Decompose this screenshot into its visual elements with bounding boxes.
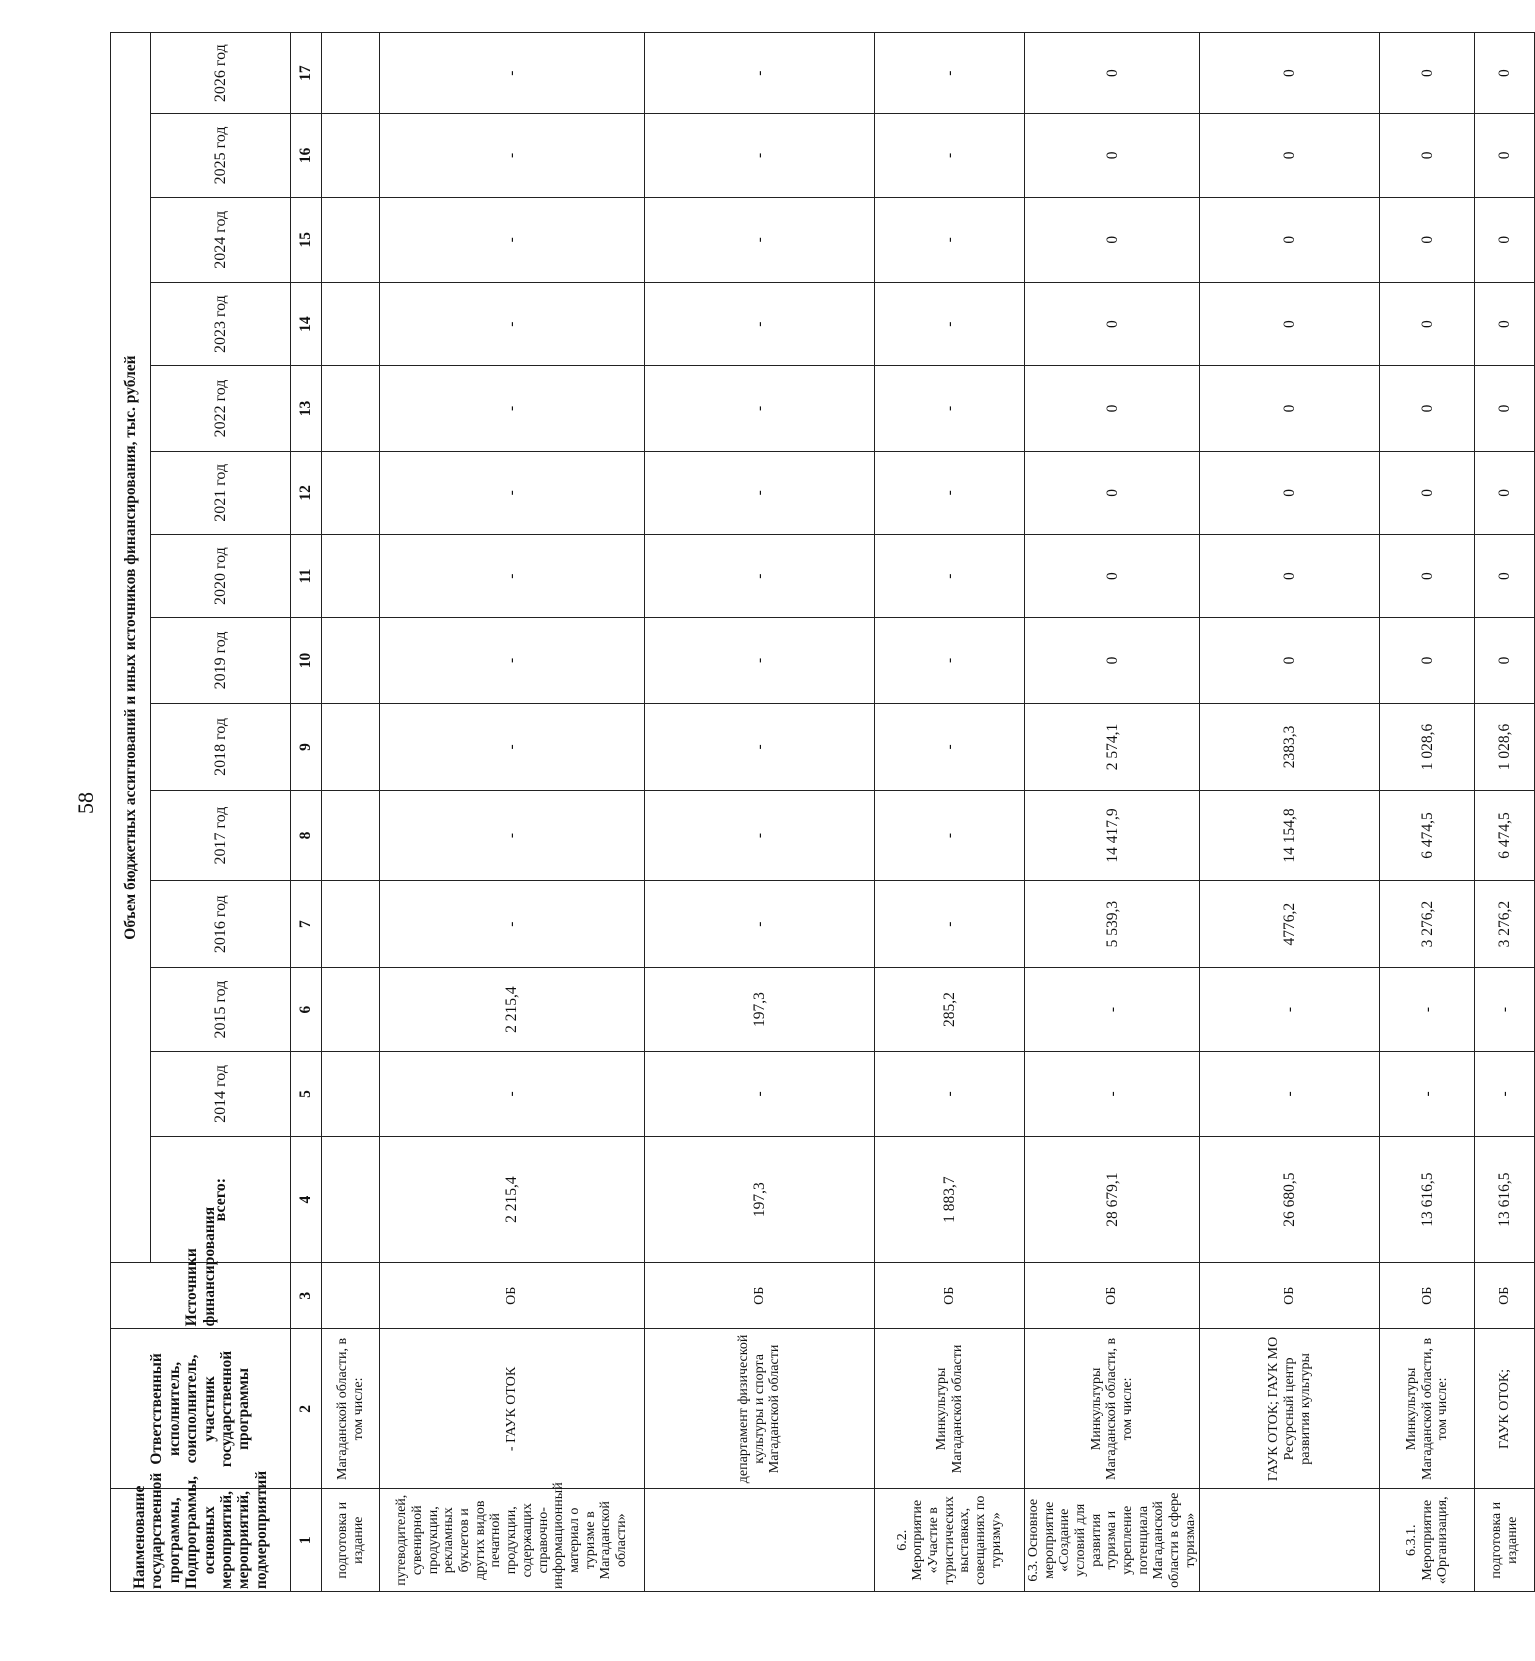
row-source-cell: ОБ bbox=[1025, 1263, 1200, 1329]
value-cell: - bbox=[1475, 1051, 1535, 1136]
value-cell: 197,3 bbox=[645, 1137, 875, 1263]
row-name-cell: 6.3. Основное мероприятие «Создание условий для развития туризма и укрепление потенциала Магаданской области в сфере туризма» bbox=[1025, 1489, 1200, 1592]
value-cell: 0 bbox=[1380, 451, 1475, 534]
column-number: 8 bbox=[291, 791, 322, 881]
value-cell: - bbox=[645, 366, 875, 451]
value-cell: - bbox=[875, 1051, 1025, 1136]
rotated-page bbox=[110, 32, 1520, 1592]
value-cell: 0 bbox=[1200, 282, 1380, 365]
value-cell: 0 bbox=[1025, 282, 1200, 365]
header-total: всего: bbox=[151, 1137, 291, 1263]
value-cell: - bbox=[380, 1051, 645, 1136]
row-name-cell bbox=[645, 1489, 875, 1592]
value-cell: 3 276,2 bbox=[1380, 880, 1475, 968]
value-cell: - bbox=[875, 33, 1025, 114]
value-cell: 0 bbox=[1475, 114, 1535, 197]
row-executor-cell: ГАУК ОТОК; ГАУК МО Ресурсный центр развития культуры bbox=[1200, 1329, 1380, 1489]
value-cell: - bbox=[875, 114, 1025, 197]
header-year: 2017 год bbox=[151, 791, 291, 881]
row-executor-cell: Магаданской области, в том числе: bbox=[322, 1329, 380, 1489]
header-group: Объем бюджетных ассигнований и иных источников финансирования, тыс. рублей bbox=[111, 33, 151, 1263]
column-number: 12 bbox=[291, 451, 322, 534]
header-year: 2026 год bbox=[151, 33, 291, 114]
column-number: 15 bbox=[291, 197, 322, 282]
column-number: 9 bbox=[291, 703, 322, 791]
value-cell: 28 679,1 bbox=[1025, 1137, 1200, 1263]
row-executor-cell: Минкультуры Магаданской области, в том числе: bbox=[1025, 1329, 1200, 1489]
value-cell: 0 bbox=[1025, 197, 1200, 282]
value-cell: 0 bbox=[1025, 451, 1200, 534]
value-cell: 14 417,9 bbox=[1025, 791, 1200, 881]
table-row bbox=[1380, 33, 1475, 1592]
header-executor: Ответственный исполнитель, соисполнитель, участник государственной программы bbox=[111, 1329, 291, 1489]
row-source-cell: ОБ bbox=[1475, 1263, 1535, 1329]
value-cell: - bbox=[645, 1051, 875, 1136]
value-cell: 0 bbox=[1200, 534, 1380, 617]
value-cell: 0 bbox=[1380, 114, 1475, 197]
value-cell: - bbox=[645, 114, 875, 197]
value-cell: - bbox=[380, 534, 645, 617]
value-cell: 13 616,5 bbox=[1380, 1137, 1475, 1263]
value-cell: 0 bbox=[1200, 618, 1380, 703]
value-cell bbox=[322, 197, 380, 282]
value-cell bbox=[322, 1137, 380, 1263]
header-year: 2025 год bbox=[151, 114, 291, 197]
value-cell: 0 bbox=[1380, 618, 1475, 703]
value-cell: - bbox=[380, 703, 645, 791]
row-source-cell: ОБ bbox=[1380, 1263, 1475, 1329]
value-cell: 0 bbox=[1475, 451, 1535, 534]
value-cell bbox=[322, 703, 380, 791]
table-row bbox=[380, 33, 645, 1592]
value-cell: - bbox=[645, 451, 875, 534]
column-number: 10 bbox=[291, 618, 322, 703]
column-number: 5 bbox=[291, 1051, 322, 1136]
value-cell: 0 bbox=[1475, 33, 1535, 114]
value-cell: 0 bbox=[1025, 33, 1200, 114]
column-numbers-row bbox=[291, 33, 322, 1592]
row-name-cell: подготовка и издание bbox=[322, 1489, 380, 1592]
value-cell: - bbox=[875, 791, 1025, 881]
row-source-cell: ОБ bbox=[645, 1263, 875, 1329]
table-row bbox=[645, 33, 875, 1592]
value-cell: 2 215,4 bbox=[380, 1137, 645, 1263]
value-cell: - bbox=[645, 282, 875, 365]
value-cell: 2383,3 bbox=[1200, 703, 1380, 791]
value-cell: - bbox=[1475, 968, 1535, 1051]
value-cell bbox=[322, 33, 380, 114]
value-cell: - bbox=[875, 880, 1025, 968]
row-source-cell bbox=[322, 1263, 380, 1329]
row-name-cell: 6.3.1. Мероприятие «Организация, bbox=[1380, 1489, 1475, 1592]
value-cell: - bbox=[380, 791, 645, 881]
value-cell: - bbox=[1380, 1051, 1475, 1136]
header-year: 2023 год bbox=[151, 282, 291, 365]
value-cell: 0 bbox=[1475, 534, 1535, 617]
column-number: 7 bbox=[291, 880, 322, 968]
value-cell: - bbox=[645, 791, 875, 881]
header-year: 2020 год bbox=[151, 534, 291, 617]
value-cell: - bbox=[875, 366, 1025, 451]
value-cell: 0 bbox=[1025, 534, 1200, 617]
row-name-cell: путеводителей, сувенирной продукции, рекламных буклетов и других видов печатной продукции, содержащих справочно-информационный материал о туризме в Магаданской области» bbox=[380, 1489, 645, 1592]
value-cell: 13 616,5 bbox=[1475, 1137, 1535, 1263]
value-cell: 0 bbox=[1200, 366, 1380, 451]
column-number: 11 bbox=[291, 534, 322, 617]
header-name: Наименование государственной программы, Подпрограммы, основных мероприятий, мероприятий, подмероприятий bbox=[111, 1489, 291, 1592]
value-cell: 5 539,3 bbox=[1025, 880, 1200, 968]
table-row bbox=[1475, 33, 1535, 1592]
value-cell: - bbox=[1025, 1051, 1200, 1136]
header-year: 2019 год bbox=[151, 618, 291, 703]
value-cell: - bbox=[380, 33, 645, 114]
row-executor-cell: Минкультуры Магаданской области, в том числе: bbox=[1380, 1329, 1475, 1489]
value-cell: 0 bbox=[1475, 366, 1535, 451]
table-body bbox=[322, 33, 1535, 1592]
value-cell: 0 bbox=[1380, 534, 1475, 617]
value-cell: - bbox=[645, 33, 875, 114]
row-source-cell: ОБ bbox=[875, 1263, 1025, 1329]
value-cell: - bbox=[875, 282, 1025, 365]
value-cell: 1 028,6 bbox=[1380, 703, 1475, 791]
value-cell: - bbox=[645, 534, 875, 617]
value-cell: 0 bbox=[1200, 451, 1380, 534]
row-executor-cell: Минкультуры Магаданской области bbox=[875, 1329, 1025, 1489]
header-year: 2014 год bbox=[151, 1051, 291, 1136]
value-cell: 0 bbox=[1475, 282, 1535, 365]
value-cell: - bbox=[380, 114, 645, 197]
value-cell: 0 bbox=[1380, 197, 1475, 282]
value-cell: 0 bbox=[1475, 618, 1535, 703]
value-cell: - bbox=[1380, 968, 1475, 1051]
row-source-cell: ОБ bbox=[1200, 1263, 1380, 1329]
column-number: 2 bbox=[291, 1329, 322, 1489]
column-number: 3 bbox=[291, 1263, 322, 1329]
value-cell: 0 bbox=[1025, 618, 1200, 703]
value-cell: 0 bbox=[1200, 197, 1380, 282]
value-cell: - bbox=[380, 366, 645, 451]
value-cell bbox=[322, 451, 380, 534]
value-cell: 0 bbox=[1475, 197, 1535, 282]
column-number: 17 bbox=[291, 33, 322, 114]
value-cell: 4776,2 bbox=[1200, 880, 1380, 968]
row-name-cell: подготовка и издание bbox=[1475, 1489, 1535, 1592]
value-cell: - bbox=[1200, 1051, 1380, 1136]
value-cell: - bbox=[645, 703, 875, 791]
value-cell: 26 680,5 bbox=[1200, 1137, 1380, 1263]
value-cell bbox=[322, 114, 380, 197]
header-year: 2018 год bbox=[151, 703, 291, 791]
column-number: 1 bbox=[291, 1489, 322, 1592]
value-cell bbox=[322, 534, 380, 617]
table-row bbox=[1200, 33, 1380, 1592]
value-cell: 0 bbox=[1025, 366, 1200, 451]
value-cell: 285,2 bbox=[875, 968, 1025, 1051]
value-cell: 0 bbox=[1380, 33, 1475, 114]
value-cell: - bbox=[1200, 968, 1380, 1051]
value-cell: - bbox=[645, 197, 875, 282]
value-cell bbox=[322, 1051, 380, 1136]
row-executor-cell: - ГАУК ОТОК bbox=[380, 1329, 645, 1489]
value-cell: - bbox=[875, 197, 1025, 282]
value-cell: - bbox=[380, 197, 645, 282]
value-cell: - bbox=[645, 618, 875, 703]
row-executor-cell: ГАУК ОТОК; bbox=[1475, 1329, 1535, 1489]
row-name-cell bbox=[1200, 1489, 1380, 1592]
value-cell: - bbox=[875, 618, 1025, 703]
page-number: 58 bbox=[73, 792, 98, 814]
value-cell: 14 154,8 bbox=[1200, 791, 1380, 881]
value-cell bbox=[322, 618, 380, 703]
header-year: 2021 год bbox=[151, 451, 291, 534]
value-cell: 197,3 bbox=[645, 968, 875, 1051]
value-cell: - bbox=[380, 282, 645, 365]
column-number: 6 bbox=[291, 968, 322, 1051]
value-cell: - bbox=[380, 451, 645, 534]
header-year: 2024 год bbox=[151, 197, 291, 282]
value-cell: - bbox=[645, 880, 875, 968]
column-number: 4 bbox=[291, 1137, 322, 1263]
value-cell: 0 bbox=[1200, 33, 1380, 114]
value-cell: 6 474,5 bbox=[1475, 791, 1535, 881]
column-number: 16 bbox=[291, 114, 322, 197]
header-year: 2016 год bbox=[151, 880, 291, 968]
value-cell: - bbox=[875, 451, 1025, 534]
value-cell: 1 028,6 bbox=[1475, 703, 1535, 791]
value-cell: - bbox=[1025, 968, 1200, 1051]
value-cell bbox=[322, 968, 380, 1051]
row-name-cell: 6.2. Мероприятие «Участие в туристических выставках, совещаниях по туризму» bbox=[875, 1489, 1025, 1592]
table-row bbox=[875, 33, 1025, 1592]
column-number: 14 bbox=[291, 282, 322, 365]
header-year: 2022 год bbox=[151, 366, 291, 451]
row-executor-cell: департамент физической культуры и спорта Магаданской области bbox=[645, 1329, 875, 1489]
value-cell: - bbox=[875, 534, 1025, 617]
value-cell: 0 bbox=[1200, 114, 1380, 197]
value-cell: 2 215,4 bbox=[380, 968, 645, 1051]
value-cell: 6 474,5 bbox=[1380, 791, 1475, 881]
header-year: 2015 год bbox=[151, 968, 291, 1051]
value-cell: 2 574,1 bbox=[1025, 703, 1200, 791]
value-cell: 0 bbox=[1025, 114, 1200, 197]
column-number: 13 bbox=[291, 366, 322, 451]
value-cell: - bbox=[875, 703, 1025, 791]
value-cell bbox=[322, 282, 380, 365]
financing-table bbox=[110, 32, 1535, 1592]
value-cell bbox=[322, 791, 380, 881]
row-source-cell: ОБ bbox=[380, 1263, 645, 1329]
table-row bbox=[1025, 33, 1200, 1592]
table-row bbox=[322, 33, 380, 1592]
value-cell: 0 bbox=[1380, 282, 1475, 365]
value-cell: - bbox=[380, 618, 645, 703]
value-cell: 1 883,7 bbox=[875, 1137, 1025, 1263]
value-cell bbox=[322, 880, 380, 968]
value-cell: 3 276,2 bbox=[1475, 880, 1535, 968]
header-source: Источники финансирования bbox=[111, 1263, 291, 1329]
value-cell: 0 bbox=[1380, 366, 1475, 451]
value-cell bbox=[322, 366, 380, 451]
value-cell: - bbox=[380, 880, 645, 968]
